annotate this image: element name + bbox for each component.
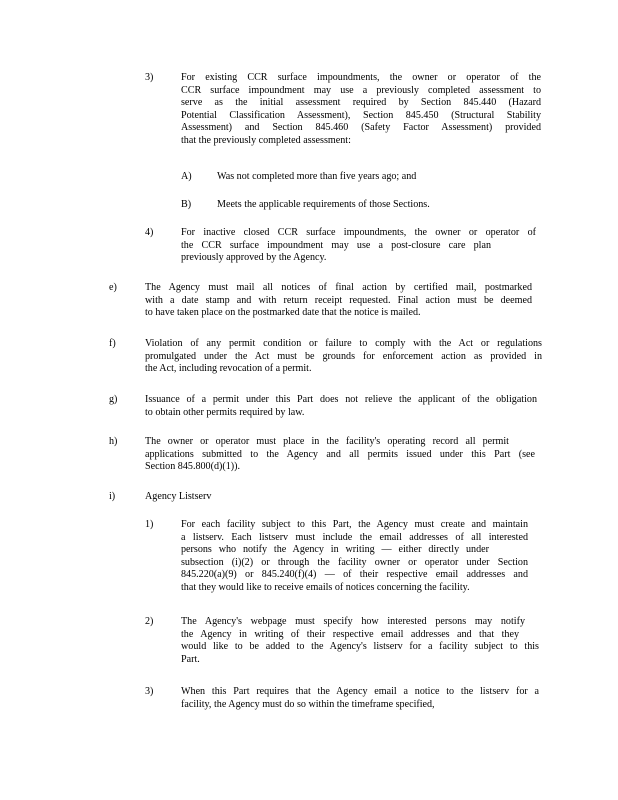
text-line: the Agency in writing of their respective email addresses and that they: [181, 628, 519, 640]
text-line: subsection (i)(2) or through the facility owner or operator under Section: [181, 556, 528, 568]
text-line: to have taken place on the postmarked date that the notice is mailed.: [145, 307, 421, 319]
text-line: When this Part requires that the Agency email a notice to the listserv for a: [181, 686, 539, 697]
item-label: h): [109, 436, 118, 447]
item-text: [181, 227, 536, 265]
text-line: Issuance of a permit under this Part does not relieve the applicant of the obligation: [145, 394, 537, 405]
item-label: 2): [145, 616, 154, 627]
text-line: CCR surface impoundment may use a previously completed assessment to: [181, 84, 541, 96]
text-line: the CCR surface impoundment may use a post-closure care plan: [181, 239, 491, 251]
text-line: the Act, including revocation of a permit.: [145, 363, 312, 375]
item-text: [181, 686, 539, 711]
item-label: 4): [145, 227, 154, 238]
text-line: with a date stamp and with return receipt requested. Final action must be deemed: [145, 294, 532, 306]
text-line: facility, the Agency must do so within the timeframe specified,: [181, 698, 435, 710]
text-line: persons who notify the Agency in writing — either directly under: [181, 544, 489, 556]
text-line: 845.220(a)(9) or 845.240(f)(4) — of their respective email addresses and: [181, 569, 528, 581]
item-label: 3): [145, 686, 154, 697]
section-heading: Agency Listserv: [145, 491, 212, 502]
item-text: [217, 199, 517, 212]
item-text: [217, 171, 517, 184]
text-line: For existing CCR surface impoundments, the owner or operator of the: [181, 72, 541, 83]
item-label: i): [109, 491, 116, 502]
text-line: previously approved by the Agency.: [181, 252, 327, 264]
item-label: g): [109, 394, 118, 405]
text-line: that they would like to receive emails of notices concerning the facility.: [181, 581, 470, 593]
text-line: Violation of any permit condition or failure to comply with the Act or regulations: [145, 338, 542, 349]
text-line: Part.: [181, 653, 200, 665]
item-label: A): [181, 171, 192, 182]
text-line: promulgated under the Act must be grounds for enforcement action as provided in: [145, 350, 542, 362]
item-label: 3): [145, 72, 154, 83]
text-line: Potential Classification Assessment), Section 845.450 (Structural Stability: [181, 109, 541, 121]
item-label: B): [181, 199, 192, 210]
text-line: The Agency must mail all notices of final action by certified mail, postmarked: [145, 282, 532, 293]
text-line: that the previously completed assessment:: [181, 134, 351, 146]
item-text: [145, 338, 542, 376]
item-text: [145, 394, 537, 419]
text-line: For each facility subject to this Part, the Agency must create and maintain: [181, 519, 528, 530]
item-text: [145, 436, 535, 474]
text-line: Meets the applicable requirements of those Sections.: [217, 199, 430, 210]
item-text: [181, 519, 528, 595]
text-line: applications submitted to the Agency and all permits issued under this Part (see: [145, 448, 535, 460]
text-line: The owner or operator must place in the facility's operating record all permit: [145, 436, 509, 447]
text-line: Was not completed more than five years ago; and: [217, 171, 417, 182]
text-line: would like to be added to the Agency's listserv for a facility subject to this: [181, 641, 539, 653]
item-label: 1): [145, 519, 154, 530]
text-line: to obtain other permits required by law.: [145, 406, 305, 418]
text-line: a listserv. Each listserv must include the email addresses of all interested: [181, 531, 528, 543]
item-label: f): [109, 338, 116, 349]
text-line: The Agency's webpage must specify how interested persons may notify: [181, 616, 525, 627]
item-text: [145, 491, 345, 504]
text-line: For inactive closed CCR surface impoundments, the owner or operator of: [181, 227, 536, 238]
text-line: Assessment) and Section 845.460 (Safety Factor Assessment) provided: [181, 122, 541, 134]
text-line: serve as the initial assessment required by Section 845.440 (Hazard: [181, 97, 541, 109]
item-text: [145, 282, 532, 320]
item-text: [181, 72, 541, 148]
text-line: Section 845.800(d)(1)).: [145, 461, 241, 473]
item-text: [181, 616, 539, 666]
item-label: e): [109, 282, 117, 293]
